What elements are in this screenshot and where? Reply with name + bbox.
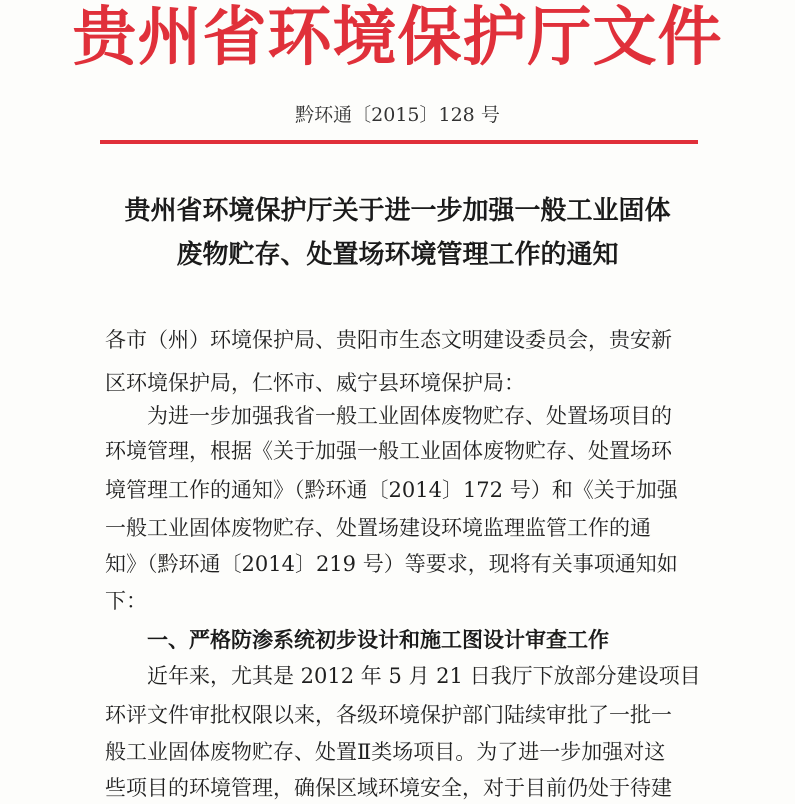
paragraph-line: 下： [105,589,147,613]
paragraph-line: 一般工业固体废物贮存、处置场建设环境监理监管工作的通 [105,516,651,540]
notice-title-line: 废物贮存、处置场环境管理工作的通知 [176,240,619,270]
red-separator-rule [100,140,698,144]
paragraph-line: 些项目的环境管理，确保区域环境安全，对于目前仍处于待建 [105,776,672,800]
paragraph-line: 般工业固体废物贮存、处置Ⅱ类场项目。为了进一步加强对这 [105,740,666,764]
paragraph-line: 近年来，尤其是 2012 年 5 月 21 日我厅下放部分建设项目 [147,664,701,688]
paragraph-line: 环境管理，根据《关于加强一般工业固体废物贮存、处置场环 [105,439,672,463]
recipient-line: 区环境保护局，仁怀市、威宁县环境保护局： [105,371,525,395]
recipient-line: 各市（州）环境保护局、贵阳市生态文明建设委员会，贵安新 [105,328,672,352]
paragraph-line: 为进一步加强我省一般工业固体废物贮存、处置场项目的 [147,404,672,428]
section-heading: 一、严格防渗系统初步设计和施工图设计审查工作 [147,628,609,652]
masthead-title: 贵州省环境保护厅文件 [72,0,723,75]
document-number: 黔环通〔2015〕128 号 [295,104,500,126]
paragraph-line: 环评文件审批权限以来，各级环境保护部门陆续审批了一批一 [105,703,672,727]
paragraph-line: 知》（黔环通〔2014〕219 号）等要求，现将有关事项通知如 [105,552,678,576]
paragraph-line: 境管理工作的通知》（黔环通〔2014〕172 号）和《关于加强 [105,478,678,502]
notice-title-line: 贵州省环境保护厅关于进一步加强一般工业固体 [124,196,671,226]
